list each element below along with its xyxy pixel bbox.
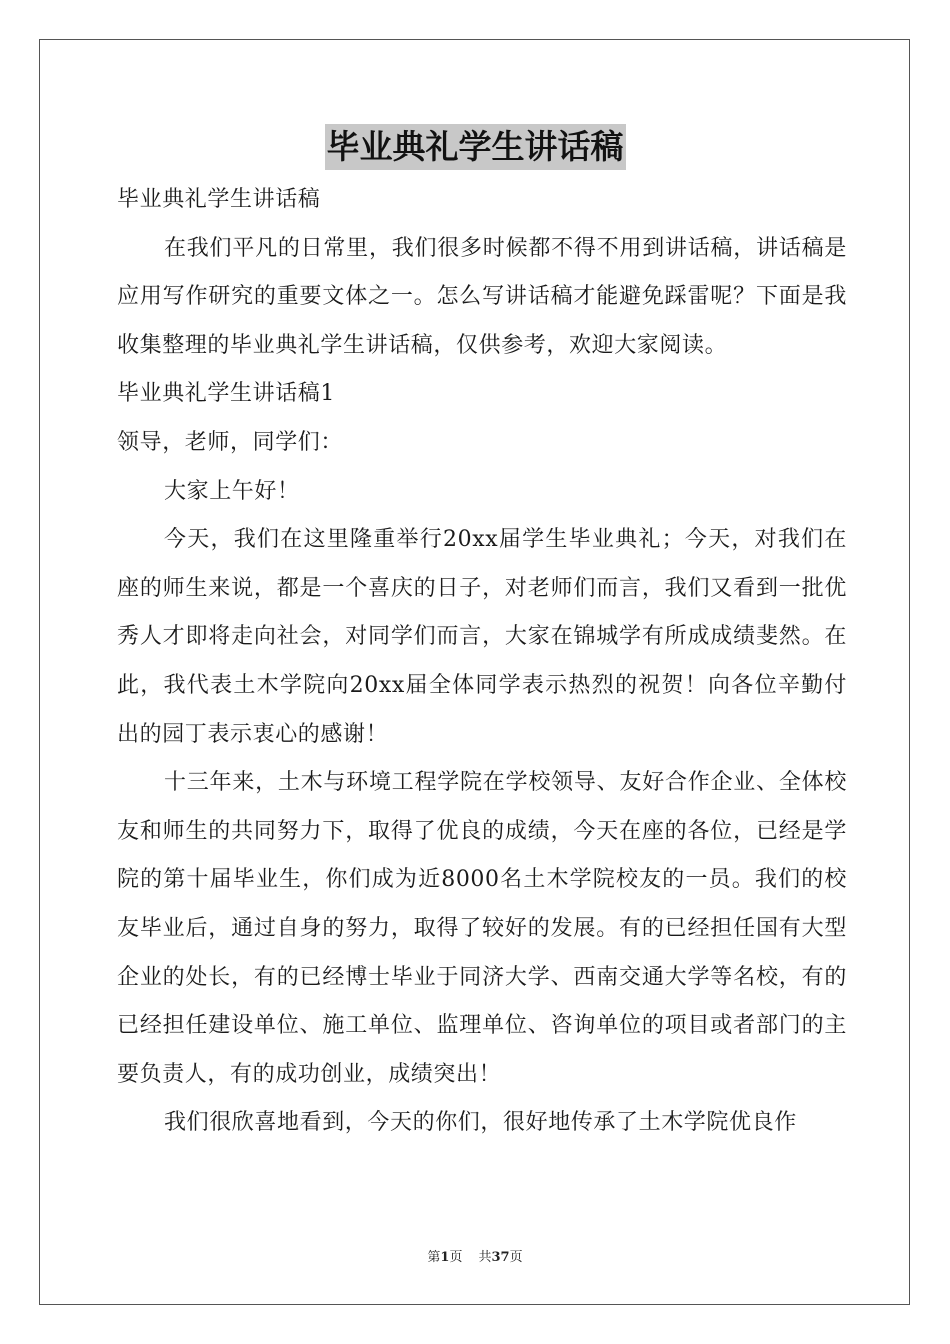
body-paragraph: 在我们平凡的日常里，我们很多时候都不得不用到讲话稿，讲话稿是应用写作研究的重要文体之一。怎么写讲话稿才能避免踩雷呢？下面是我收集整理的毕业典礼学生讲话稿，仅供参考，欢迎大家阅读。 xyxy=(117,235,847,358)
body-paragraph: 十三年来，土木与环境工程学院在学校领导、友好合作企业、全体校友和师生的共同努力下，取得了优良的成绩，今天在座的各位，已经是学院的第十届毕业生，你们成为近8000名土木学院校友的一员。我们的校友毕业后，通过自身的努力，取得了较好的发展。有的已经担任国有大型企业的处长，有的已经博士毕业于同济大学、西南交通大学等名校，有的已经担任建设单位、施工单位、监理单位、咨询单位的项目或者部门的主要负责人，有的成功创业，成绩突出！ xyxy=(117,770,847,1087)
document-title: 毕业典礼学生讲话稿 xyxy=(325,124,626,170)
page-footer xyxy=(0,1246,950,1265)
body-paragraph: 大家上午好！ xyxy=(164,478,300,504)
document-body xyxy=(117,176,847,1148)
total-page-count: 37 xyxy=(491,1250,510,1265)
page-unit: 页 xyxy=(449,1250,463,1265)
body-paragraph: 今天，我们在这里隆重举行20xx届学生毕业典礼；今天，对我们在座的师生来说，都是一个喜庆的日子，对老师们而言，我们又看到一批优秀人才即将走向社会，对同学们而言，大家在锦城学有所成成绩斐然。在此，我代表土木学院向20xx届全体同学表示热烈的祝贺！向各位辛勤付出的园丁表示衷心的感谢！ xyxy=(117,527,847,747)
body-paragraph: 我们很欣喜地看到，今天的你们，很好地传承了土木学院优良作 xyxy=(164,1110,797,1136)
body-paragraph: 毕业典礼学生讲话稿1 xyxy=(117,381,335,407)
current-page-number: 1 xyxy=(440,1250,450,1265)
title-container xyxy=(0,124,950,170)
total-unit: 页 xyxy=(509,1250,523,1265)
body-paragraph: 领导，老师，同学们： xyxy=(117,429,344,455)
body-paragraph: 毕业典礼学生讲话稿 xyxy=(117,187,321,212)
total-prefix: 共 xyxy=(478,1250,492,1265)
page-prefix: 第 xyxy=(427,1250,441,1265)
